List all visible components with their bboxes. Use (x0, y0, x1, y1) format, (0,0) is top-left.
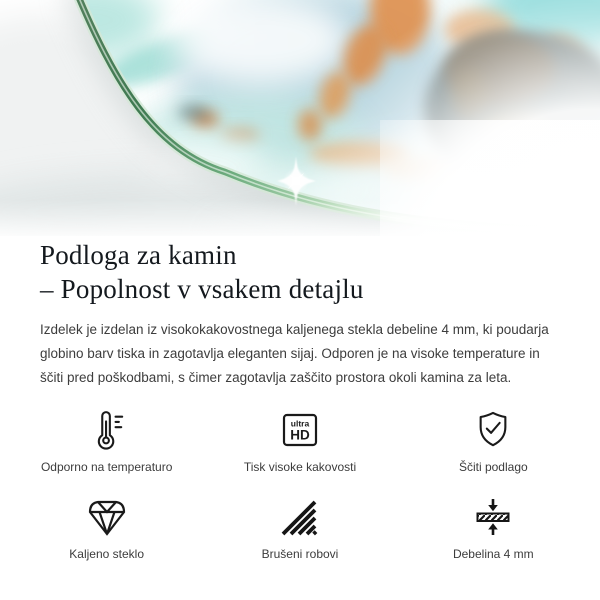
feature-label: Tisk visoke kakovosti (243, 460, 357, 474)
feature-label: Kaljeno steklo (69, 547, 145, 561)
glass-panel-illustration (0, 0, 600, 236)
ultra-hd-icon (280, 406, 320, 454)
beveled-edges-icon (280, 493, 320, 541)
page-title (40, 238, 560, 306)
feature-label: Ščiti podlago (458, 460, 528, 474)
shield-check-icon (474, 406, 512, 454)
page-title-line1: Podloga za kamin (40, 240, 237, 270)
feature-print-quality (203, 406, 396, 475)
feature-grid (0, 406, 600, 562)
product-description: Izdelek je izdelan iz visokokakovostnega kaljenega stekla debeline 4 mm, ki poudarja globino barv tiska in zagotavlja eleganten sijaj. Odporen je na visoke temperature in ščiti pred poškodbami, s čimer zagotavlja zaščito prostora okoli kamina za leta. (40, 322, 549, 385)
hero-product-image (0, 0, 600, 236)
ultra-hd-icon-text-top: ultra (290, 418, 310, 429)
product-info-section (0, 236, 600, 390)
thermometer-icon (88, 406, 126, 454)
feature-temperature-resistant (10, 406, 203, 475)
feature-tempered-glass (10, 493, 203, 562)
thickness-4mm-icon (473, 493, 513, 541)
feature-label: Debelina 4 mm (452, 547, 534, 561)
feature-label: Brušeni robovi (261, 547, 339, 561)
diamond-icon (85, 493, 129, 541)
feature-polished-edges (203, 493, 396, 562)
page-title-line2: – Popolnost v vsakem detajlu (40, 274, 364, 304)
feature-label: Odporno na temperaturo (40, 460, 173, 474)
feature-protects-surface (397, 406, 590, 475)
ultra-hd-icon-text-bottom: HD (290, 427, 310, 443)
feature-thickness (397, 493, 590, 562)
